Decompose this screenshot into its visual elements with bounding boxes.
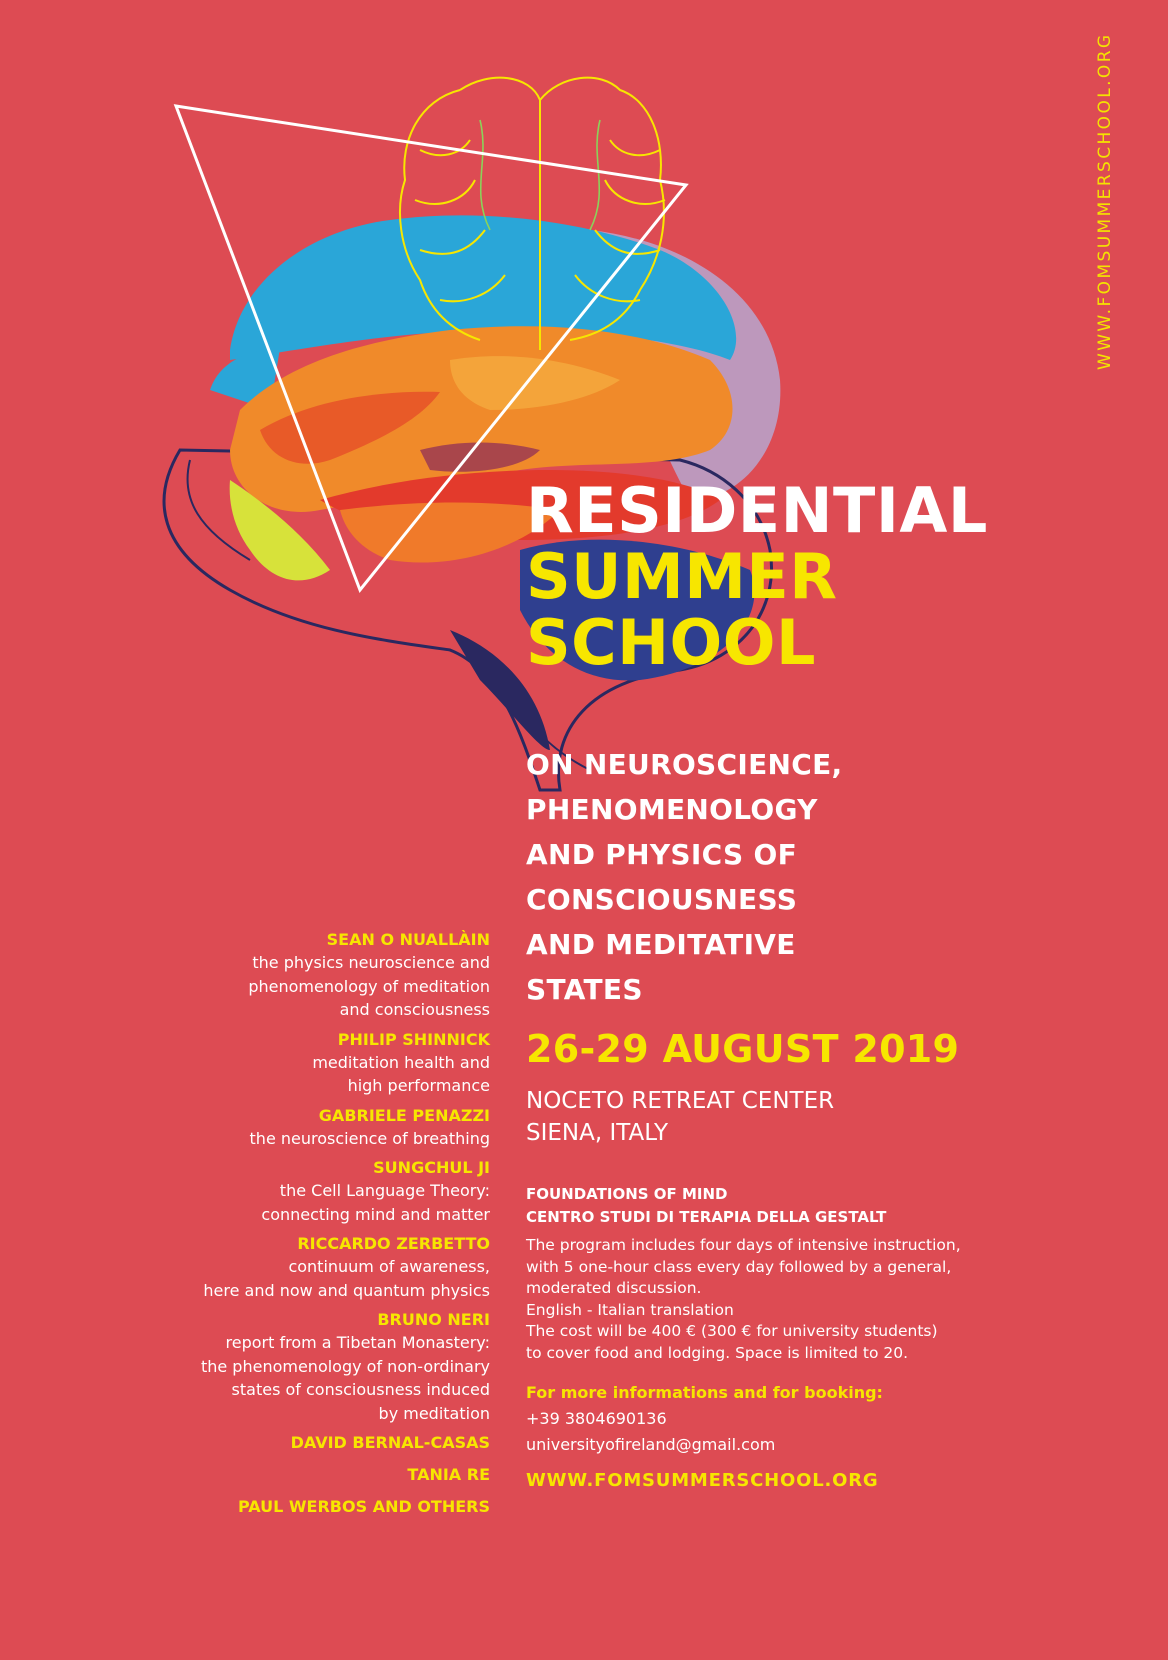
subtitle-line: STATES xyxy=(526,973,643,1006)
speaker-name: SEAN O NUALLÀIN xyxy=(326,930,490,949)
poster-subtitle xyxy=(526,742,946,1012)
speaker-name: SUNGCHUL JI xyxy=(373,1158,490,1177)
program-line: The cost will be 400 € (300 € for university students) xyxy=(526,1322,938,1341)
speaker-topic: meditation health and xyxy=(312,1052,490,1072)
organizer-name: FOUNDATIONS OF MIND xyxy=(526,1185,728,1203)
booking-email[interactable]: universityofireland@gmail.com xyxy=(526,1435,776,1454)
speaker-entry xyxy=(130,1308,490,1425)
speaker-topic: high performance xyxy=(347,1076,490,1095)
speaker-topic: the physics neuroscience and xyxy=(252,953,490,972)
speaker-topic: phenomenology of meditation xyxy=(248,976,490,996)
speaker-name: TANIA RE xyxy=(407,1465,490,1484)
program-description xyxy=(526,1235,1046,1365)
speaker-name: PAUL WERBOS AND OTHERS xyxy=(238,1497,490,1516)
speaker-entry xyxy=(130,1431,490,1454)
subtitle-line: AND MEDITATIVE xyxy=(526,928,796,961)
speaker-topic: states of consciousness induced xyxy=(231,1380,490,1399)
subtitle-line: AND PHYSICS OF xyxy=(526,838,798,871)
event-date: 26-29 AUGUST 2019 xyxy=(526,1027,960,1071)
speaker-entry xyxy=(130,1156,490,1226)
speaker-name: BRUNO NERI xyxy=(377,1310,490,1329)
booking-phone[interactable]: +39 3804690136 xyxy=(526,1409,667,1428)
program-line: with 5 one-hour class every day followed by a general, xyxy=(526,1257,952,1276)
speaker-topic: the Cell Language Theory: xyxy=(279,1181,490,1200)
speaker-topic: connecting mind and matter xyxy=(261,1204,490,1224)
program-line: English - Italian translation xyxy=(526,1300,734,1319)
event-venue xyxy=(526,1085,834,1149)
speaker-topic: by meditation xyxy=(378,1403,490,1423)
booking-heading: For more informations and for booking: xyxy=(526,1383,883,1402)
program-line: moderated discussion. xyxy=(526,1279,702,1298)
speaker-entry xyxy=(130,1463,490,1486)
title-line-residential: RESIDENTIAL xyxy=(526,474,988,547)
speaker-name: GABRIELE PENAZZI xyxy=(318,1105,490,1125)
venue-line: NOCETO RETREAT CENTER xyxy=(526,1088,835,1114)
booking-info xyxy=(526,1380,883,1458)
organizer-name: CENTRO STUDI DI TERAPIA DELLA GESTALT xyxy=(526,1208,887,1226)
title-line-school: SCHOOL xyxy=(526,606,816,679)
organizers xyxy=(526,1183,886,1229)
website-link[interactable]: WWW.FOMSUMMERSCHOOL.ORG xyxy=(526,1470,879,1491)
speaker-entry xyxy=(130,1495,490,1518)
speaker-topic: continuum of awareness, xyxy=(288,1257,490,1276)
speaker-entry xyxy=(130,928,490,1022)
subtitle-line: ON NEUROSCIENCE, xyxy=(526,748,843,781)
speaker-name: DAVID BERNAL-CASAS xyxy=(290,1433,490,1452)
speakers-list xyxy=(130,928,490,1527)
speaker-topic: report from a Tibetan Monastery: xyxy=(225,1333,490,1352)
speaker-topic: the phenomenology of non-ordinary xyxy=(200,1356,490,1376)
brain-illustration xyxy=(120,30,880,820)
speaker-topic: here and now and quantum physics xyxy=(203,1280,490,1300)
speaker-entry xyxy=(130,1104,490,1151)
speaker-topic: and consciousness xyxy=(339,1000,490,1019)
program-line: to cover food and lodging. Space is limited to 20. xyxy=(526,1343,909,1362)
program-line: The program includes four days of intensive instruction, xyxy=(526,1236,961,1254)
title-line-summer: SUMMER xyxy=(526,540,838,613)
subtitle-line: PHENOMENOLOGY xyxy=(526,793,818,826)
speaker-name: PHILIP SHINNICK xyxy=(337,1029,490,1049)
speaker-name: RICCARDO ZERBETTO xyxy=(297,1234,490,1253)
speaker-entry xyxy=(130,1028,490,1098)
venue-line: SIENA, ITALY xyxy=(526,1120,669,1146)
speaker-topic: the neuroscience of breathing xyxy=(249,1128,490,1148)
subtitle-line: CONSCIOUSNESS xyxy=(526,883,798,916)
side-website-text: WWW.FOMSUMMERSCHOOL.ORG xyxy=(1095,32,1115,370)
poster-title xyxy=(526,474,1146,679)
speaker-entry xyxy=(130,1232,490,1302)
